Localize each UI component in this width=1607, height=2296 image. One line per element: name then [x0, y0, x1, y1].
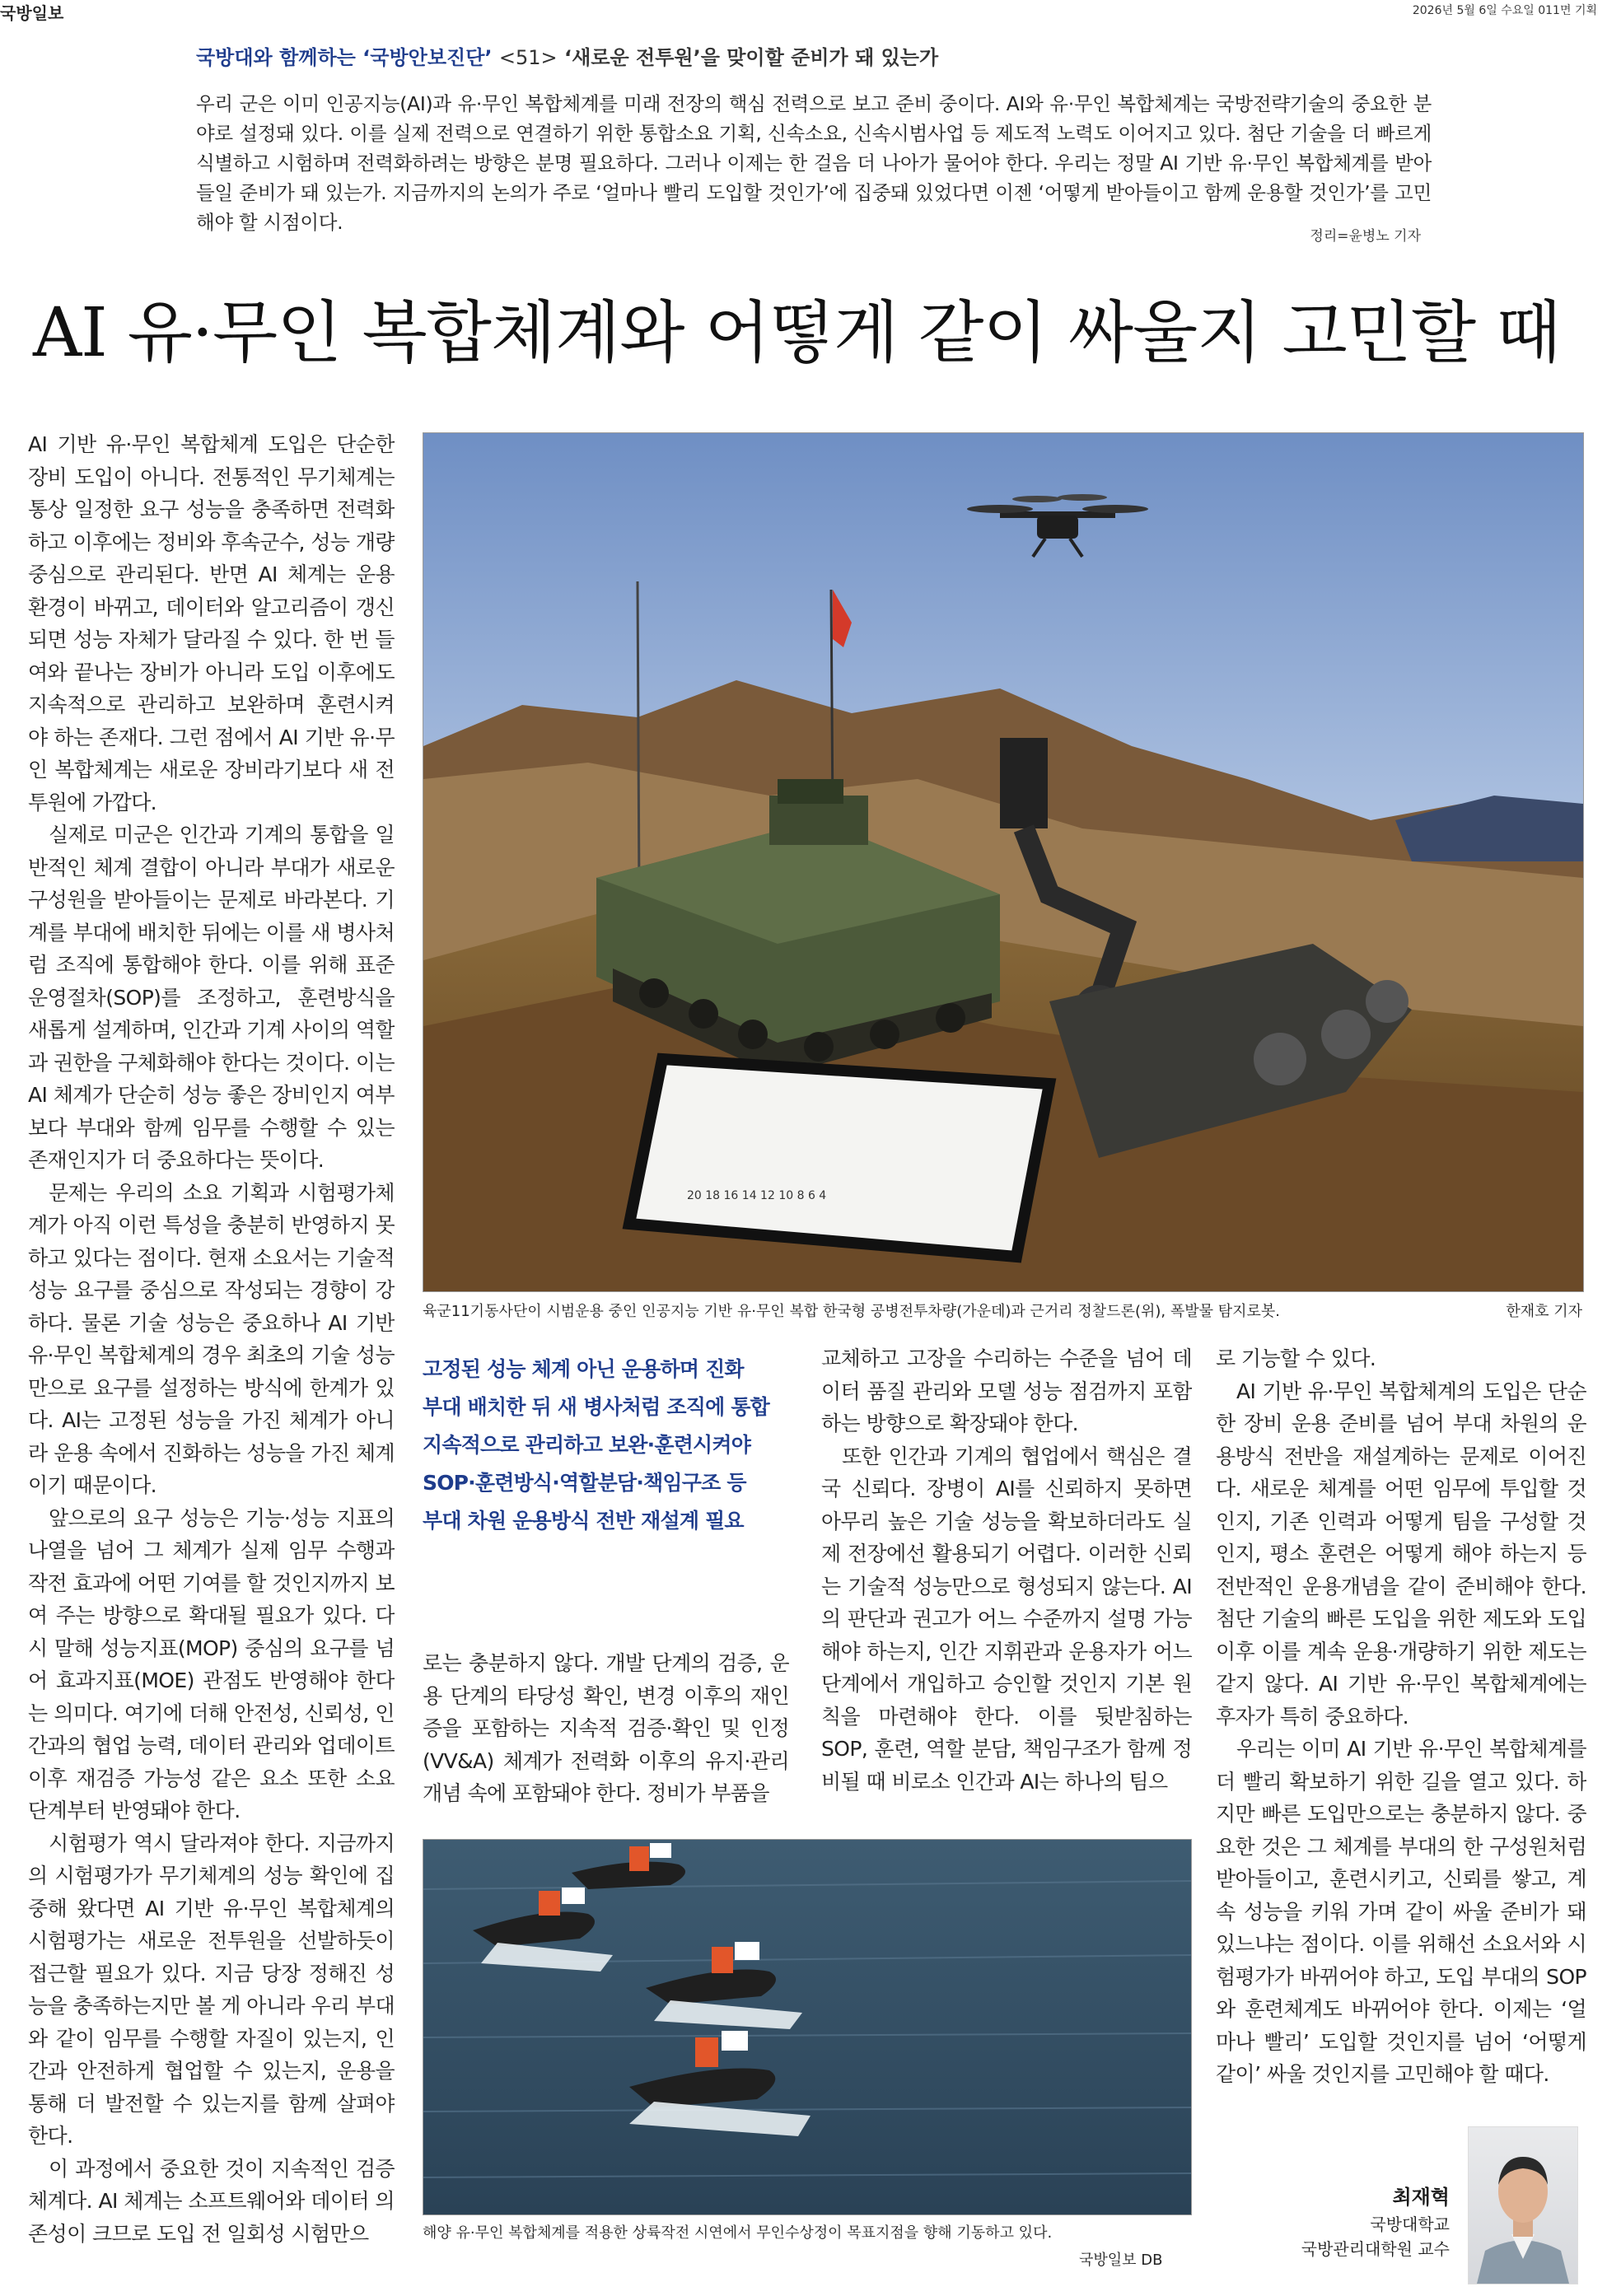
paragraph: 문제는 우리의 소요 기획과 시험평가체계가 아직 이런 특성을 충분히 반영하지 못하고 있다는 점이다. 현재 소요서는 기술적 성능 요구를 중심으로 작성되는 경향이 강하다. 물론 기술 성능은 중요하나 AI 기반 유·무인 복합체계의 경우 최초의 기술 성능만으로 요구를 설정하는 방식에 한계가 있다. AI는 고정된 성능을 가진 체계가 아니라 운용 속에서 진화하는 성능을 가진 체계이기 때문이다. [28, 1180, 395, 1497]
photo-credit: 한재호 기자 [1506, 1303, 1582, 1320]
pull-quote-line: 부대 차원 운용방식 전반 재설계 필요 [423, 1509, 744, 1533]
photo-unmanned-boats [423, 1839, 1192, 2215]
photo-credit: 국방일보 DB [1079, 2252, 1163, 2269]
headline: AI 유·무인 복합체계와 어떻게 같이 싸울지 고민할 때 [33, 294, 1561, 372]
lead-credit: 정리=윤병노 기자 [1310, 228, 1421, 245]
author-affiliation: 국방관리대학원 교수 [1301, 2239, 1450, 2259]
series-topic: ‘새로운 전투원’을 맞이할 준비가 돼 있는가 [564, 46, 939, 69]
author-portrait-icon [1469, 2127, 1577, 2284]
paragraph: 또한 인간과 기계의 협업에서 핵심은 결국 신뢰다. 장병이 AI를 신뢰하지 못하면 아무리 높은 기술 성능을 확보하더라도 실제 전장에선 활용되기 어렵다. 이러한 신뢰는 기술적 성능만으로 형성되지 않는다. AI의 판단과 권고가 어느 수준까지 설명 가능해야 하는지, 인간 지휘관과 운용자가 어느 단계에서 개입하고 승인할 것인지 기본 원칙을 마련해야 한다. 이를 뒷받침하는 SOP, 훈련, 역할 분담, 책임구조가 함께 정비될 때 비로소 인간과 AI는 하나의 팀으 [821, 1444, 1192, 1794]
photo-illustration [423, 1840, 1191, 2214]
pull-quote-line: 고정된 성능 체계 아닌 운용하며 진화 [423, 1357, 744, 1381]
pull-quote [423, 1351, 793, 1540]
article-column-4 [1216, 1342, 1586, 2116]
author-name: 최재혁 [1392, 2186, 1450, 2209]
series-number: <51> [498, 46, 558, 69]
photo-caption: 육군11기동사단이 시범운용 중인 인공지능 기반 유·무인 복합 한국형 공병전투차량(가운데)과 근거리 정찰드론(위), 폭발물 탐지로봇. [423, 1303, 1280, 1320]
dateline: 2026년 5월 6일 수요일 011면 기획 [1412, 4, 1597, 17]
photo-caption: 해양 유·무인 복합체계를 적용한 상륙작전 시연에서 무인수상정이 목표지점을 향해 기동하고 있다. [423, 2224, 1053, 2242]
paragraph: 우리는 이미 AI 기반 유·무인 복합체계를 더 빨리 확보하기 위한 길을 열고 있다. 하지만 빠른 도입만으로는 충분하지 않다. 중요한 것은 그 체계를 부대의 한 구성원처럼 받아들이고, 훈련시키고, 신뢰를 쌓고, 계속 성능을 키워 가며 같이 싸울 준비가 돼 있느냐는 점이다. 이를 위해선 소요서와 시험평가가 바뀌어야 하고, 도입 부대의 SOP와 훈련체계도 바뀌어야 한다. 이제는 ‘얼마나 빨리’ 도입할 것인지를 넘어 ‘어떻게 같이’ 싸울 것인지를 고민해야 할 때다. [1216, 1737, 1586, 2086]
pull-quote-line: 부대 배치한 뒤 새 병사처럼 조직에 통합 [423, 1395, 770, 1419]
paragraph: 실제로 미군은 인간과 기계의 통합을 일반적인 체계 결합이 아니라 부대가 새로운 구성원을 받아들이는 문제로 바라본다. 기계를 부대에 배치한 뒤에는 이를 새 병사처럼 조직에 통합해야 한다. 이를 위해 표준운영절차(SOP)를 조정하고, 훈련방식을 새롭게 설계하며, 인간과 기계 사이의 역할과 권한을 구체화해야 한다는 것이다. 이는 AI 체계가 단순히 성능 좋은 장비인지 여부보다 부대와 함께 임무를 수행할 수 있는 존재인지가 더 중요하다는 뜻이다. [28, 823, 395, 1172]
pull-quote-line: SOP·훈련방식·역할분담·책임구조 등 [423, 1471, 746, 1495]
pull-quote-line: 지속적으로 관리하고 보완·훈련시켜야 [423, 1433, 751, 1457]
paragraph: 교체하고 고장을 수리하는 수준을 넘어 데이터 품질 관리와 모델 성능 점검까지 포함하는 방향으로 확장돼야 한다. [821, 1346, 1192, 1435]
series-title: 국방대와 함께하는 ‘국방안보진단’ [196, 46, 493, 69]
paragraph: 시험평가 역시 달라져야 한다. 지금까지의 시험평가가 무기체계의 성능 확인에 집중해 왔다면 AI 기반 유·무인 복합체계의 시험평가는 새로운 전투원을 선발하듯이 접근할 필요가 있다. 지금 당장 정해진 성능을 충족하는지만 볼 게 아니라 우리 부대와 같이 임무를 수행할 자질이 있는지, 인간과 안전하게 협업할 수 있는지, 운용을 통해 더 발전할 수 있는지를 함께 살펴야 한다. [28, 1831, 395, 2148]
plate-scale: 20 18 16 14 12 10 8 6 4 [687, 1189, 827, 1202]
series-kicker [196, 41, 938, 70]
paragraph: 로 기능할 수 있다. [1216, 1346, 1376, 1370]
photo-illustration [423, 433, 1583, 1291]
paragraph: AI 기반 유·무인 복합체계 도입은 단순한 장비 도입이 아니다. 전통적인 무기체계는 통상 일정한 요구 성능을 충족하면 전력화하고 이후에는 정비와 후속군수, 성능 개량 중심으로 관리된다. 반면 AI 체계는 운용 환경이 바뀌고, 데이터와 알고리즘이 갱신되면 성능 자체가 달라질 수 있다. 한 번 들여와 끝나는 장비가 아니라 도입 이후에도 지속적으로 관리하고 보완하며 훈련시켜야 하는 존재다. 그런 점에서 AI 기반 유·무인 복합체계는 새로운 장비라기보다 새 전투원에 가깝다. [28, 432, 395, 814]
author-avatar [1468, 2126, 1578, 2284]
article-column-2 [423, 1647, 789, 1820]
paragraph: 로는 충분하지 않다. 개발 단계의 검증, 운용 단계의 타당성 확인, 변경 이후의 재인증을 포함하는 지속적 검증·확인 및 인정(VV&A) 체계가 전력화 이후의 유지·관리개념 속에 포함돼야 한다. 정비가 부품을 [423, 1651, 789, 1805]
photo-engineering-vehicle [423, 432, 1584, 1292]
author-affiliation: 국방대학교 [1370, 2214, 1450, 2234]
paragraph: AI 기반 유·무인 복합체계의 도입은 단순한 장비 운용 준비를 넘어 부대 차원의 운용방식 전반을 재설계하는 문제로 이어진다. 새로운 체계를 어떤 임무에 투입할 것인지, 기존 인력과 어떻게 팀을 구성할 것인지, 평소 훈련은 어떻게 해야 하는지 등 전반적인 운용개념을 같이 준비해야 한다. 첨단 기술의 빠른 도입을 위한 제도와 도입 이후 이를 계속 운용·개량하기 위한 제도는 같지 않다. AI 기반 유·무인 복합체계에는 후자가 특히 중요하다. [1216, 1379, 1586, 1729]
article-column-3 [821, 1342, 1192, 1820]
masthead: 국방일보 [0, 3, 64, 23]
author-byline [1285, 2182, 1450, 2261]
article-column-1 [28, 428, 395, 2281]
paragraph: 앞으로의 요구 성능은 기능·성능 지표의 나열을 넘어 그 체계가 실제 임무 수행과 작전 효과에 어떤 기여를 할 것인지까지 보여 주는 방향으로 확대될 필요가 있다. 다시 말해 성능지표(MOP) 중심의 요구를 넘어 효과지표(MOE) 관점도 반영해야 한다는 의미다. 여기에 더해 안전성, 신뢰성, 인간과의 협업 능력, 데이터 관리와 업데이트 이후 재검증 가능성 같은 요소 또한 소요 단계부터 반영돼야 한다. [28, 1505, 395, 1822]
paragraph: 이 과정에서 중요한 것이 지속적인 검증체계다. AI 체계는 소프트웨어와 데이터 의존성이 크므로 도입 전 일회성 시험만으 [28, 2156, 395, 2246]
lead-paragraph: 우리 군은 이미 인공지능(AI)과 유·무인 복합체계를 미래 전장의 핵심 전력으로 보고 준비 중이다. AI와 유·무인 복합체계는 국방전략기술의 중요한 분야로 설정돼 있다. 이를 실제 전력으로 연결하기 위한 통합소요 기획, 신속소요, 신속시범사업 등 제도적 노력도 이어지고 있다. 첨단 기술을 더 빠르게 식별하고 시험하며 전력화하려는 방향은 분명 필요하다. 그러나 이제는 한 걸음 더 나아가 물어야 한다. 우리는 정말 AI 기반 유·무인 복합체계를 받아들일 준비가 돼 있는가. 지금까지의 논의가 주로 ‘얼마나 빨리 도입할 것인가’에 집중돼 있었다면 이젠 ‘어떻게 받아들이고 함께 운용할 것인가’를 고민해야 할 시점이다. [196, 92, 1432, 234]
